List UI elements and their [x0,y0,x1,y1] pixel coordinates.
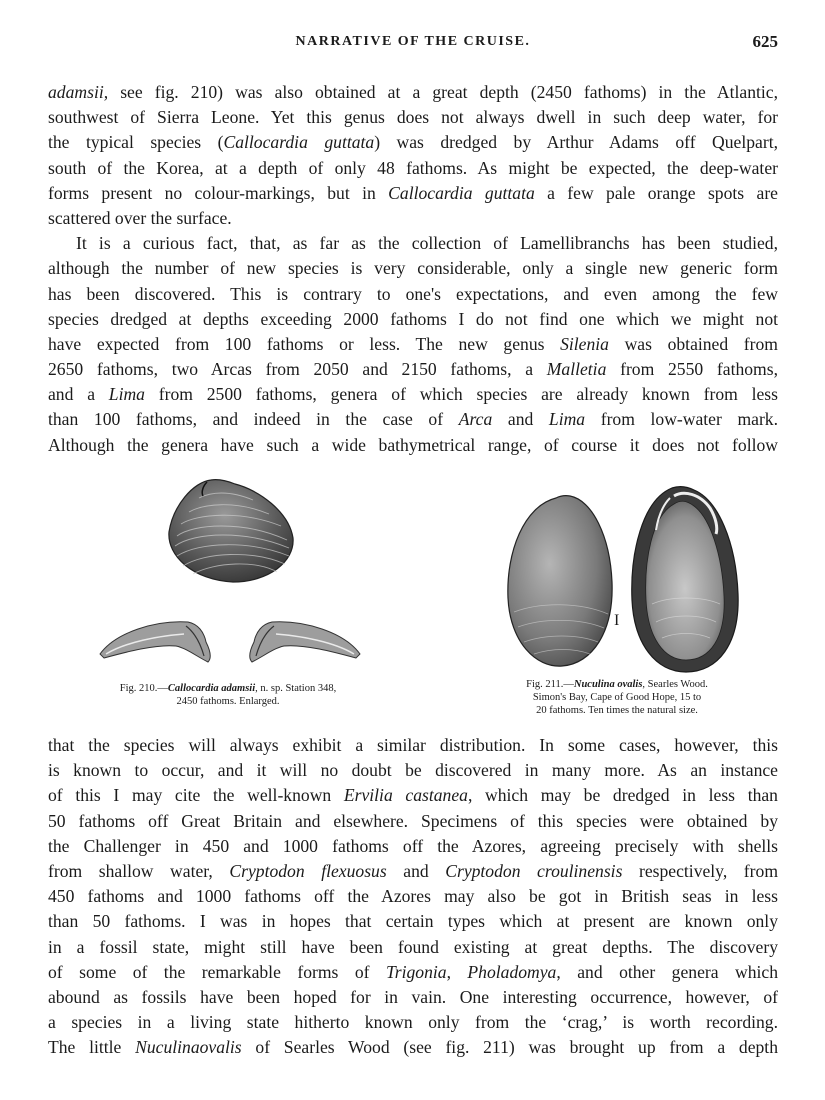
text-line [48,105,778,130]
text-run: from low-water mark. [585,409,779,430]
text-run: 450 fathoms and 1000 fathoms off the Azores may also be got in British seas in less [48,886,778,907]
text-run: , [446,961,468,982]
text-line [48,156,778,181]
text-line [48,181,778,206]
text-run: the typical species ( [48,132,224,153]
italic-run: Lima [548,409,586,430]
text-run: respectively, from [622,860,779,881]
fig-211-shell-interior-illustration [626,484,744,676]
text-run: of some of the remarkable forms of [48,961,386,982]
text-run: 50 fathoms off Great Britain and elsewhere. Specimens of this species were obtained by [48,810,778,831]
text-run: although the number of new species is very considerable, only a single new generic form [48,258,778,279]
figures-area [48,472,778,722]
text-run: was obtained from [608,333,778,354]
text-line [48,206,778,231]
body-text-top [48,80,778,458]
text-line [48,1010,778,1035]
text-line [48,307,778,332]
fig-211-caption-rest: , Searles Wood. [642,679,708,690]
italic-run: Cryptodon croulinensis [445,860,623,881]
italic-run: Ervilia castanea [343,785,468,806]
text-line [48,859,778,884]
text-line [48,282,778,307]
fig-210-caption-species: Callocardia adamsii [167,683,256,694]
text-run: Although the genera have such a wide bathymetrical range, of course it does not follow [48,434,778,455]
text-run: The little [48,1037,136,1058]
scale-mark: I [614,612,620,629]
text-line [48,433,778,458]
text-run: than 100 fathoms, and indeed in the case of [48,409,459,430]
text-run: ) was dredged by Arthur Adams off Quelpart, [374,132,778,153]
text-run: abound as fossils have been hoped for in vain. One interesting occurrence, however, of [48,986,778,1007]
text-run: have expected from 100 fathoms or less. The new genus [48,333,561,354]
text-line [48,960,778,985]
fig-211-caption-prefix: Fig. 211.— [526,679,574,690]
text-run: from shallow water, [48,860,230,881]
fig-211-caption [492,678,742,717]
text-run: , which may be dredged in less than [467,785,778,806]
text-run: a species in a living state hitherto known only from the ‘crag,’ is worth recording. [48,1012,778,1033]
text-line [48,332,778,357]
text-line [48,407,778,432]
text-line [48,909,778,934]
fig-210-caption-line2: 2450 fathoms. Enlarged. [176,696,280,707]
text-line [48,884,778,909]
fig-210-caption-prefix: Fig. 210.— [119,683,168,694]
text-line [48,256,778,281]
text-line [48,935,778,960]
text-line [48,231,778,256]
text-run: from 2500 fathoms, genera of which species are already known from less [144,384,778,405]
italic-run: Pholadomya [467,961,557,982]
text-run: of Searles Wood (see fig. 211) was brought up from a depth [241,1037,778,1058]
text-line [48,783,778,808]
text-run: and a [48,384,109,405]
italic-run: Callocardia guttata [223,132,375,153]
text-line [48,834,778,859]
text-run: is known to occur, and it will no doubt be discovered in many more. As an instance [48,760,778,781]
italic-run: Callocardia guttata [388,182,535,203]
text-line [48,382,778,407]
text-run: south of the Korea, at a depth of only 48 fathoms. As might be expected, the deep-water [48,157,778,178]
text-line [48,80,778,105]
text-run: , and other genera which [556,961,778,982]
fig-211-caption-species: Nuculina ovalis [573,679,643,690]
text-run: has been discovered. This is contrary to one's expectations, and even among the few [48,283,778,304]
text-run: the Challenger in 450 and 1000 fathoms off the Azores, agreeing precisely with shells [48,835,778,856]
fig-211-shell-exterior-illustration [500,492,620,672]
italic-run: Malletia [546,359,607,380]
text-run: a few pale orange spots are [534,182,778,203]
text-run: It is a curious fact, that, as far as the collection of Lamellibranchs has been studied, [76,233,778,254]
italic-run: Trigonia [385,961,447,982]
running-title: NARRATIVE OF THE CRUISE. [295,34,531,49]
fig-210-caption [78,682,378,708]
italic-run: Nuculinaovalis [135,1037,242,1058]
text-line [48,809,778,834]
text-run: 2650 fathoms, two Arcas from 2050 and 2150 fathoms, a [48,359,547,380]
text-line [48,357,778,382]
text-run: forms present no colour-markings, but in [48,182,389,203]
italic-run: Arca [458,409,493,430]
text-run: from 2550 fathoms, [606,359,778,380]
fig-211-caption-line3: 20 fathoms. Ten times the natural size. [536,705,698,716]
text-line [48,1035,778,1060]
italic-run: Silenia [560,333,609,354]
text-line [48,758,778,783]
running-head [48,34,778,58]
text-line [48,130,778,155]
text-run: than 50 fathoms. I was in hopes that certain types which at present are known only [48,911,778,932]
text-line [48,733,778,758]
fig-211-caption-line2: Simon's Bay, Cape of Good Hope, 15 to [532,692,702,703]
page-number: 625 [752,32,778,51]
text-run: southwest of Sierra Leone. Yet this genus does not always dwell in such deep water, for [48,107,778,128]
fig-210-caption-rest: , n. sp. Station 348, [255,683,337,694]
italic-run: Lima [108,384,145,405]
text-run: and [386,860,446,881]
text-line [48,985,778,1010]
fig-210-shell-illustration [163,476,303,586]
text-run: see fig. 210) was also obtained at a great depth (2450 fathoms) in the Atlantic, [108,82,778,102]
body-text-bottom [48,733,778,1060]
text-run: scattered over the surface. [48,207,232,228]
text-run: that the species will always exhibit a similar distribution. In some cases, however, this [48,735,778,755]
text-run: in a fossil state, might still have been found existing at great depths. The discovery [48,936,778,957]
italic-run: adamsii, [48,82,109,102]
fig-210-hinge-left-illustration [96,612,216,667]
text-run: and [492,409,549,430]
fig-210-hinge-right-illustration [244,612,364,667]
text-run: species dredged at depths exceeding 2000 fathoms I do not find one which we might not [48,308,778,329]
italic-run: Cryptodon flexuosus [229,860,387,881]
text-run: of this I may cite the well-known [48,785,344,806]
